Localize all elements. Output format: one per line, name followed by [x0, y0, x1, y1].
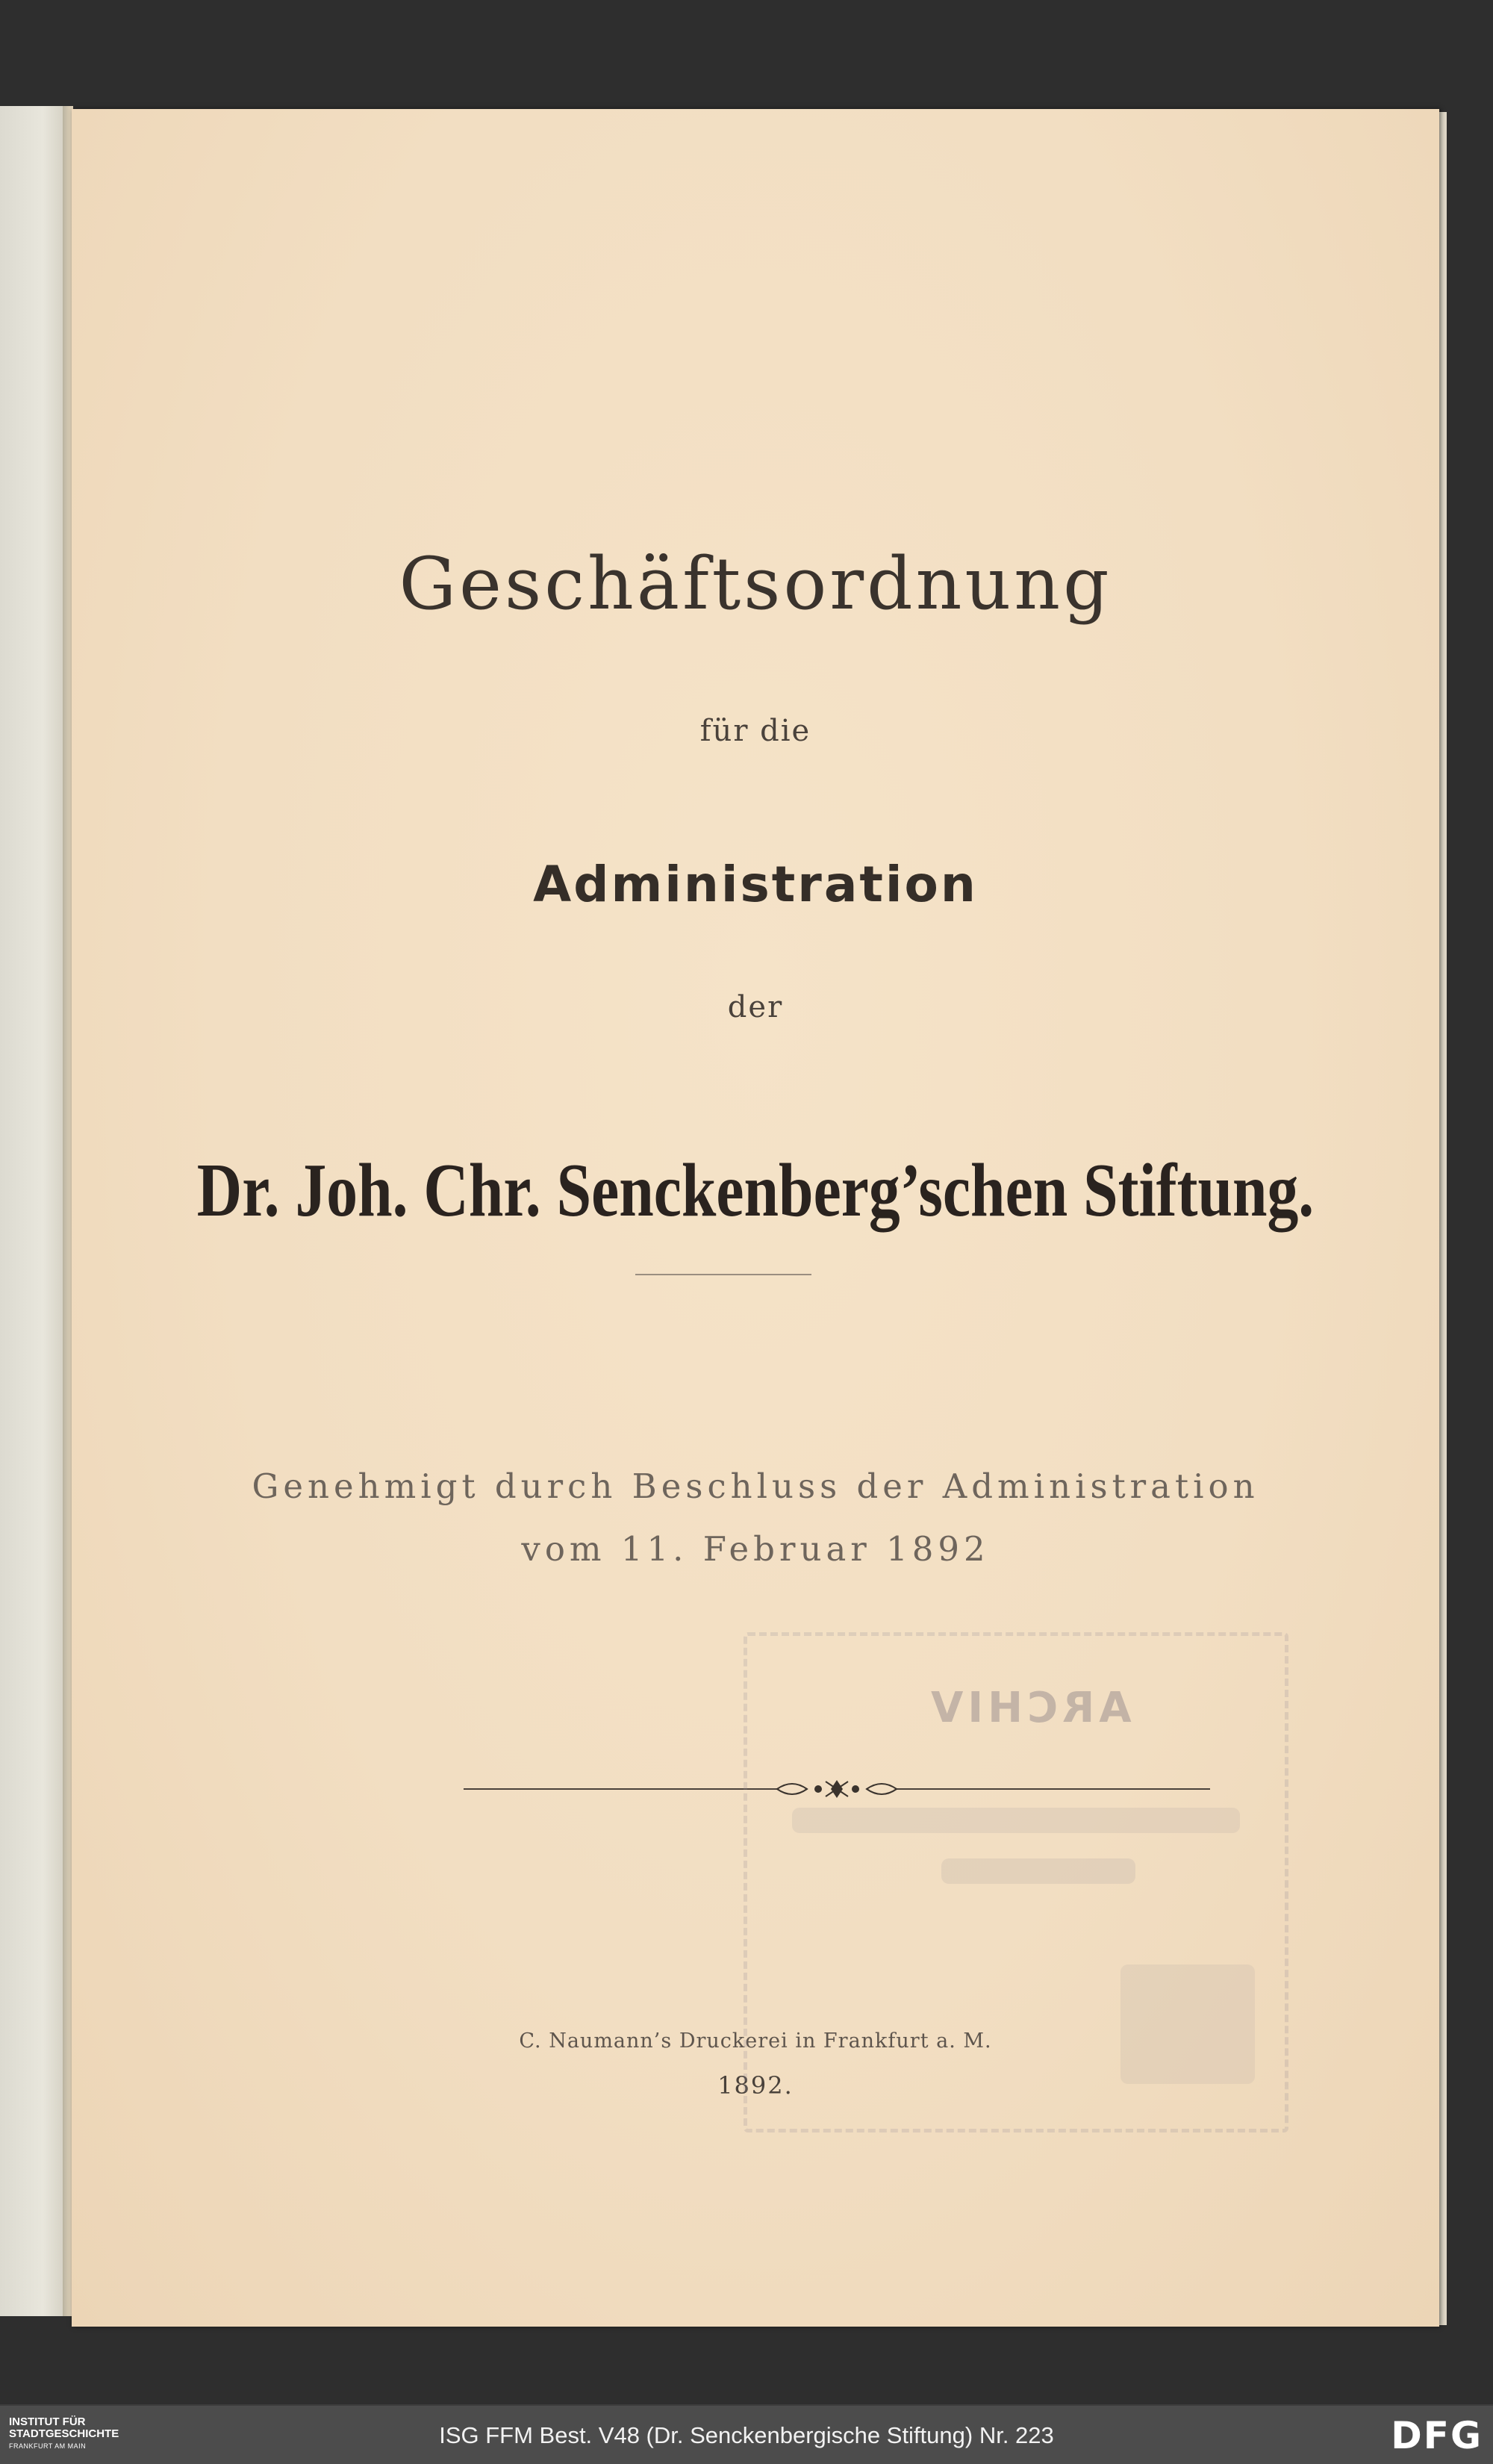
subtitle-der: der — [727, 990, 784, 1024]
dfg-logo: DFG — [1391, 2414, 1483, 2457]
institute-line-3: FRANKFURT AM MAIN — [9, 2442, 87, 2450]
subtitle-administration: Administration — [533, 856, 978, 913]
previous-page-strip — [0, 106, 72, 2316]
subtitle-fuer-die: für die — [699, 714, 811, 748]
short-divider — [635, 1274, 811, 1275]
stamp-faded-line — [792, 1808, 1240, 1833]
stamp-faded-line — [941, 1858, 1135, 1884]
foundation-name: Dr. Joh. Chr. Senckenberg’schen Stiftung. — [196, 1148, 1315, 1233]
stamp-text: ARCHIV — [926, 1684, 1132, 1732]
archive-stamp — [744, 1632, 1288, 2132]
footer-caption: ISG FFM Best. V48 (Dr. Senckenbergische Stiftung) Nr. 223 — [439, 2422, 1054, 2448]
approval-line-1: Genehmigt durch Beschluss der Administration — [252, 1466, 1259, 1506]
institute-line-2: STADTGESCHICHTE — [9, 2427, 119, 2440]
approval-line-2: vom 11. Februar 1892 — [521, 1529, 990, 1569]
printer-line: C. Naumann’s Druckerei in Frankfurt a. M. — [519, 2029, 992, 2053]
footer-bar — [0, 2404, 1493, 2464]
document-page — [72, 109, 1439, 2327]
publication-year: 1892. — [717, 2071, 794, 2100]
institute-line-1: INSTITUT FÜR — [9, 2415, 86, 2428]
stamp-faded-block — [1120, 1964, 1255, 2084]
document-title: Geschäftsordnung — [399, 542, 1112, 626]
